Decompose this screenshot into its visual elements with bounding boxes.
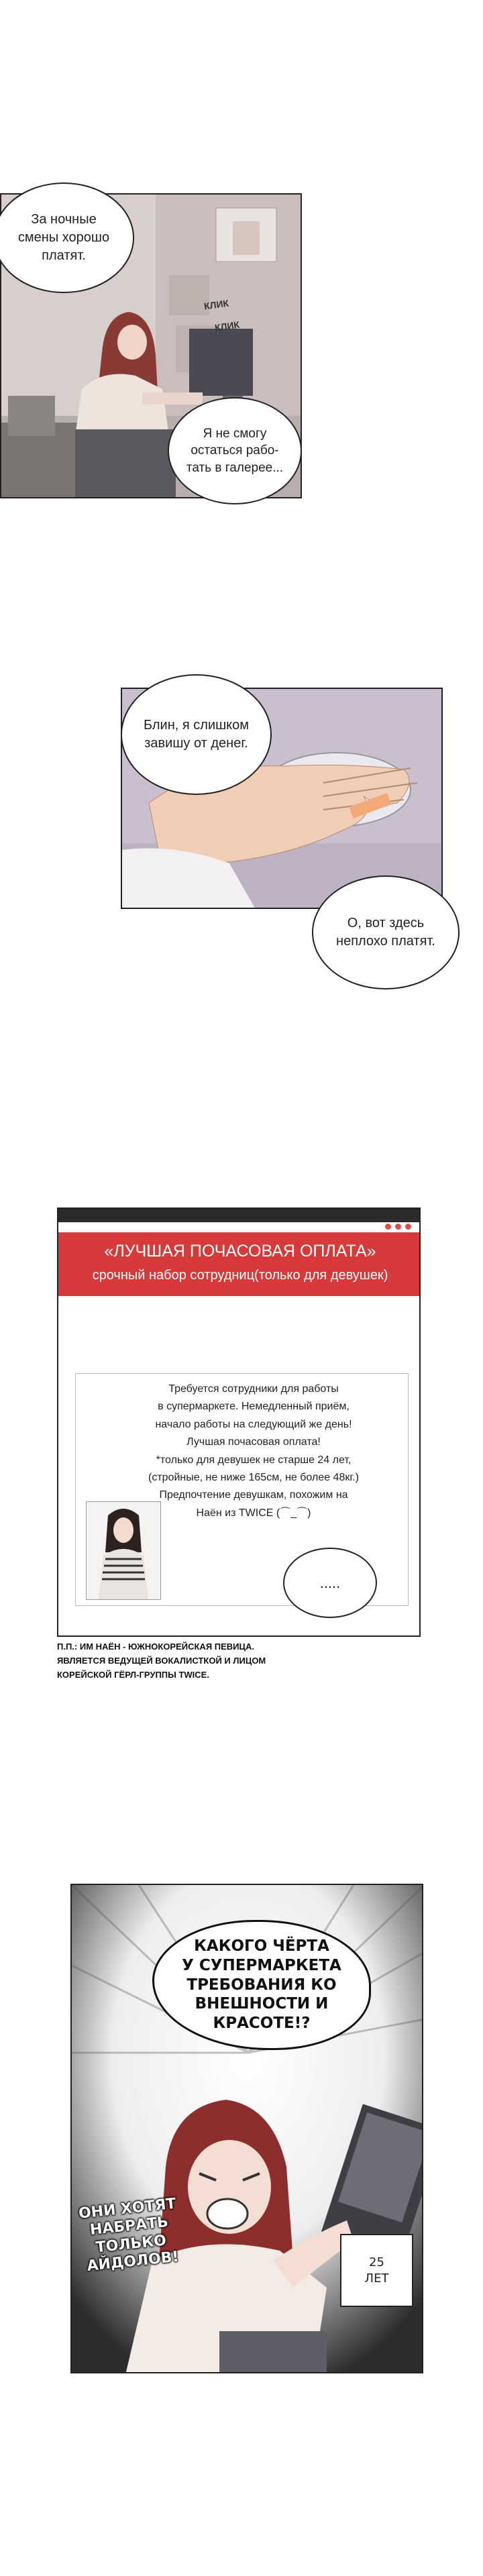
ad-photo-idol [86, 1501, 161, 1600]
ad-dot [385, 1224, 391, 1230]
ad-dot [395, 1224, 401, 1230]
speech-bubble-silence: ..... [283, 1548, 377, 1618]
age-caption-box: 25 ЛЕТ [340, 2234, 413, 2307]
panel-angry-reaction [70, 1884, 423, 2373]
speech-bubble-pays-well: О, вот здесь неплохо платят. [312, 875, 460, 989]
click-sfx-2: КЛИК [214, 319, 240, 333]
translator-note: П.П.: ИМ НАЁН - ЮЖНОКОРЕЙСКАЯ ПЕВИЦА. ЯВЛЯЕТСЯ ВЕДУЩЕЙ ВОКАЛИСТКОЙ И ЛИЦОМ КОРЕЙСКОЙ ГЁРЛ-ГРУППЫ TWICE. [57, 1642, 266, 1680]
speech-bubble-money: Блин, я слишком завишу от денег. [121, 674, 272, 795]
click-sfx-1: КЛИК [203, 297, 229, 312]
ad-dots-row [385, 1224, 411, 1230]
ad-header [58, 1232, 421, 1296]
shout-idols: ОНИ ХОТЯТ НАБРАТЬ ТОЛЬКО АЙДОЛОВ! [77, 2195, 180, 2275]
speech-bubble-night-shifts: За ночные смены хорошо платят. [0, 182, 134, 293]
ad-body-text: Требуется сотрудники для работы в супермаркете. Немедленный приём, начало работы на следующий же день! Лучшая почасовая оплата! *только для девушек не старше 24 лет, (стройные, не ниже 165см, не более 48кг.) Предпочтение девушкам, похожим на Наён из TWICE (⌒_⌒) [148, 1383, 360, 1519]
ad-dot [405, 1224, 411, 1230]
speech-bubble-gallery: Я не смогу остаться рабо- тать в галерее... [168, 397, 302, 504]
ad-top-bar [58, 1209, 421, 1222]
shout-requirements: КАКОГО ЧЁРТА У СУПЕРМАРКЕТА ТРЕБОВАНИЯ КО ВНЕШНОСТИ И КРАСОТЕ!? [152, 1920, 371, 2050]
ad-subtitle: срочный набор сотрудниц(только для девушек) [92, 1268, 388, 1283]
ad-title: «ЛУЧШАЯ ПОЧАСОВАЯ ОПЛАТА» [104, 1242, 376, 1260]
idol-photo-illustration [87, 1502, 160, 1599]
panel-job-ad [57, 1208, 421, 1637]
